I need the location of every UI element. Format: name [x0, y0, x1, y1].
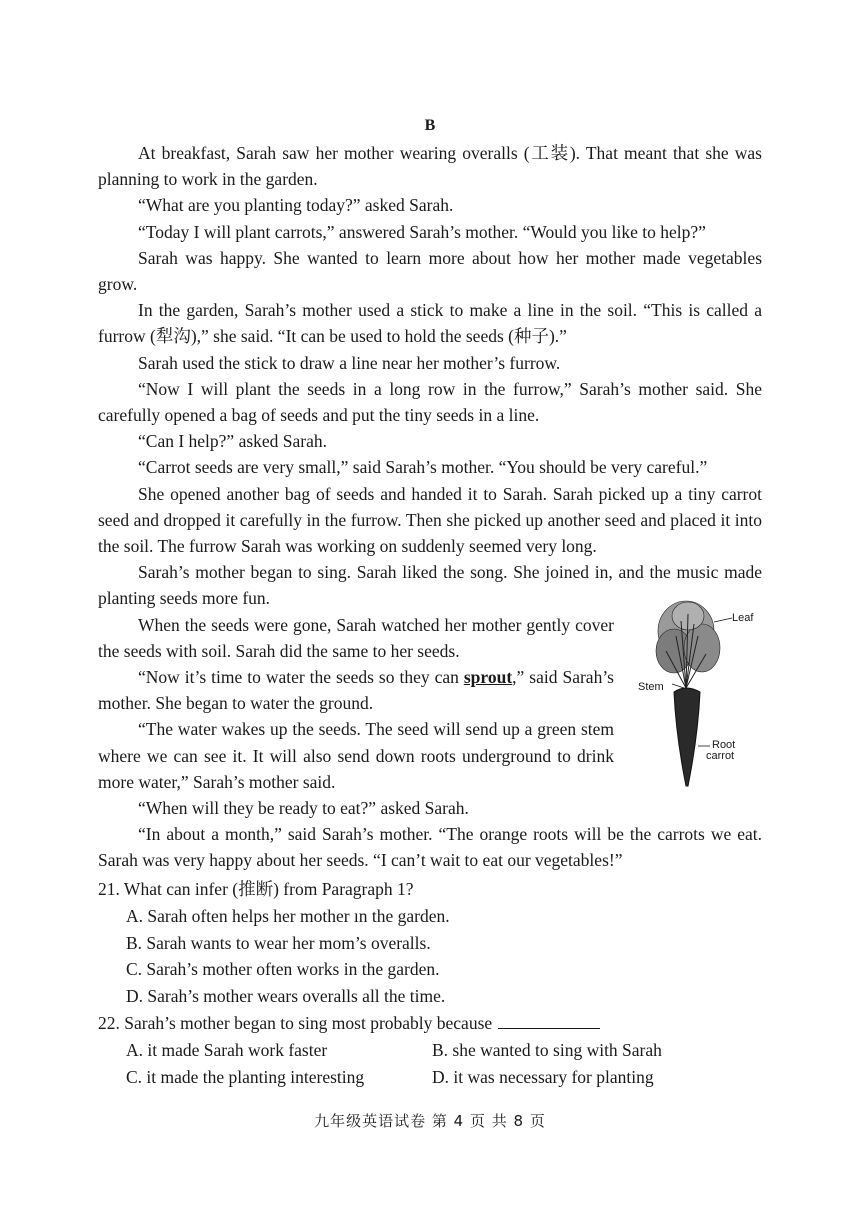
answer-blank[interactable]	[498, 1010, 600, 1029]
root-label-line1: Root	[712, 739, 736, 751]
paragraph: “In about a month,” said Sarah’s mother. “The orange roots will be the carrots we eat. Sarah was very happy about her seeds. “I can’t wait to eat our vegetables!”	[98, 824, 762, 871]
carrot-illustration	[636, 596, 766, 796]
option-21-c[interactable]: C. Sarah’s mother often works in the garden.	[126, 959, 440, 980]
paragraph: “When will they be ready to eat?” asked Sarah.	[138, 798, 469, 819]
leaf-label: Leaf	[732, 612, 754, 624]
paragraph: In the garden, Sarah’s mother used a stick to make a line in the soil. “This is called a furrow (犁沟),” she said. “It can be used to hold the seeds (种子).”	[98, 300, 762, 347]
option-21-a[interactable]: A. Sarah often helps her mother ın the garden.	[126, 905, 450, 926]
option-22-b[interactable]: B. she wanted to sing with Sarah	[432, 1039, 662, 1060]
paragraph: “Can I help?” asked Sarah.	[138, 431, 328, 452]
option-22-c[interactable]: C. it made the planting interesting	[126, 1066, 365, 1087]
paragraph: Sarah used the stick to draw a line near her mother’s furrow.	[138, 352, 561, 373]
root-label-line2: carrot	[706, 750, 735, 762]
option-22-a[interactable]: A. it made Sarah work faster	[126, 1039, 328, 1060]
stem-label: Stem	[638, 681, 664, 693]
question-22-stem	[98, 1010, 762, 1037]
paragraph: “Carrot seeds are very small,” said Sarah’s mother. “You should be very careful.”	[138, 457, 708, 478]
sprout-text-before: “Now it’s time to water the seeds so they can	[138, 667, 464, 688]
paragraph: Sarah was happy. She wanted to learn more about how her mother made vegetables grow.	[98, 247, 762, 295]
paragraph: At breakfast, Sarah saw her mother wearing overalls (工装). That meant that she was planning to work in the garden.	[98, 143, 762, 190]
option-21-b[interactable]: B. Sarah wants to wear her mom’s overalls.	[126, 932, 431, 953]
paragraph: Sarah’s mother began to sing. Sarah liked the song. She joined in, and the music made planting seeds more fun.	[98, 562, 762, 609]
paragraph: When the seeds were gone, Sarah watched her mother gently cover the seeds with soil. Sarah did the same to her seeds.	[98, 614, 614, 661]
paragraph: “Today I will plant carrots,” answered Sarah’s mother. “Would you like to help?”	[138, 221, 706, 242]
paragraph: She opened another bag of seeds and handed it to Sarah. Sarah picked up a tiny carrot seed and dropped it carefully in the furrow. Then she picked up another seed and placed it into the soil. The furrow Sarah was working on suddenly seemed very long.	[98, 483, 762, 557]
option-row-22-1	[126, 1037, 762, 1064]
sprout-keyword: sprout	[463, 667, 513, 688]
paragraph-sprout	[98, 664, 614, 716]
option-row-22-2	[126, 1064, 762, 1091]
option-22-d[interactable]: D. it was necessary for planting	[432, 1066, 654, 1087]
carrot-diagram	[636, 596, 766, 796]
paragraph: “Now I will plant the seeds in a long row in the furrow,” Sarah’s mother said. She carefully opened a bag of seeds and put the tiny seeds in a line.	[98, 378, 762, 426]
section-label: B	[424, 117, 436, 134]
paragraph: “What are you planting today?” asked Sarah.	[138, 195, 454, 216]
sprout-text-after: ,” said Sarah’s mother. She began to water the ground.	[98, 667, 614, 714]
option-21-d[interactable]: D. Sarah’s mother wears overalls all the time.	[126, 986, 446, 1007]
question-list	[98, 876, 762, 1090]
question-21-stem: 21. What can infer (推断) from Paragraph 1?	[98, 879, 414, 899]
page-footer: 九年级英语试卷 第 4 页 共 8 页	[314, 1112, 546, 1130]
question-22-text: 22. Sarah’s mother began to sing most probably because	[98, 1012, 493, 1033]
paragraph: “The water wakes up the seeds. The seed will send up a green stem where we can see it. It will also send down roots underground to drink more water,” Sarah’s mother said.	[98, 719, 614, 792]
